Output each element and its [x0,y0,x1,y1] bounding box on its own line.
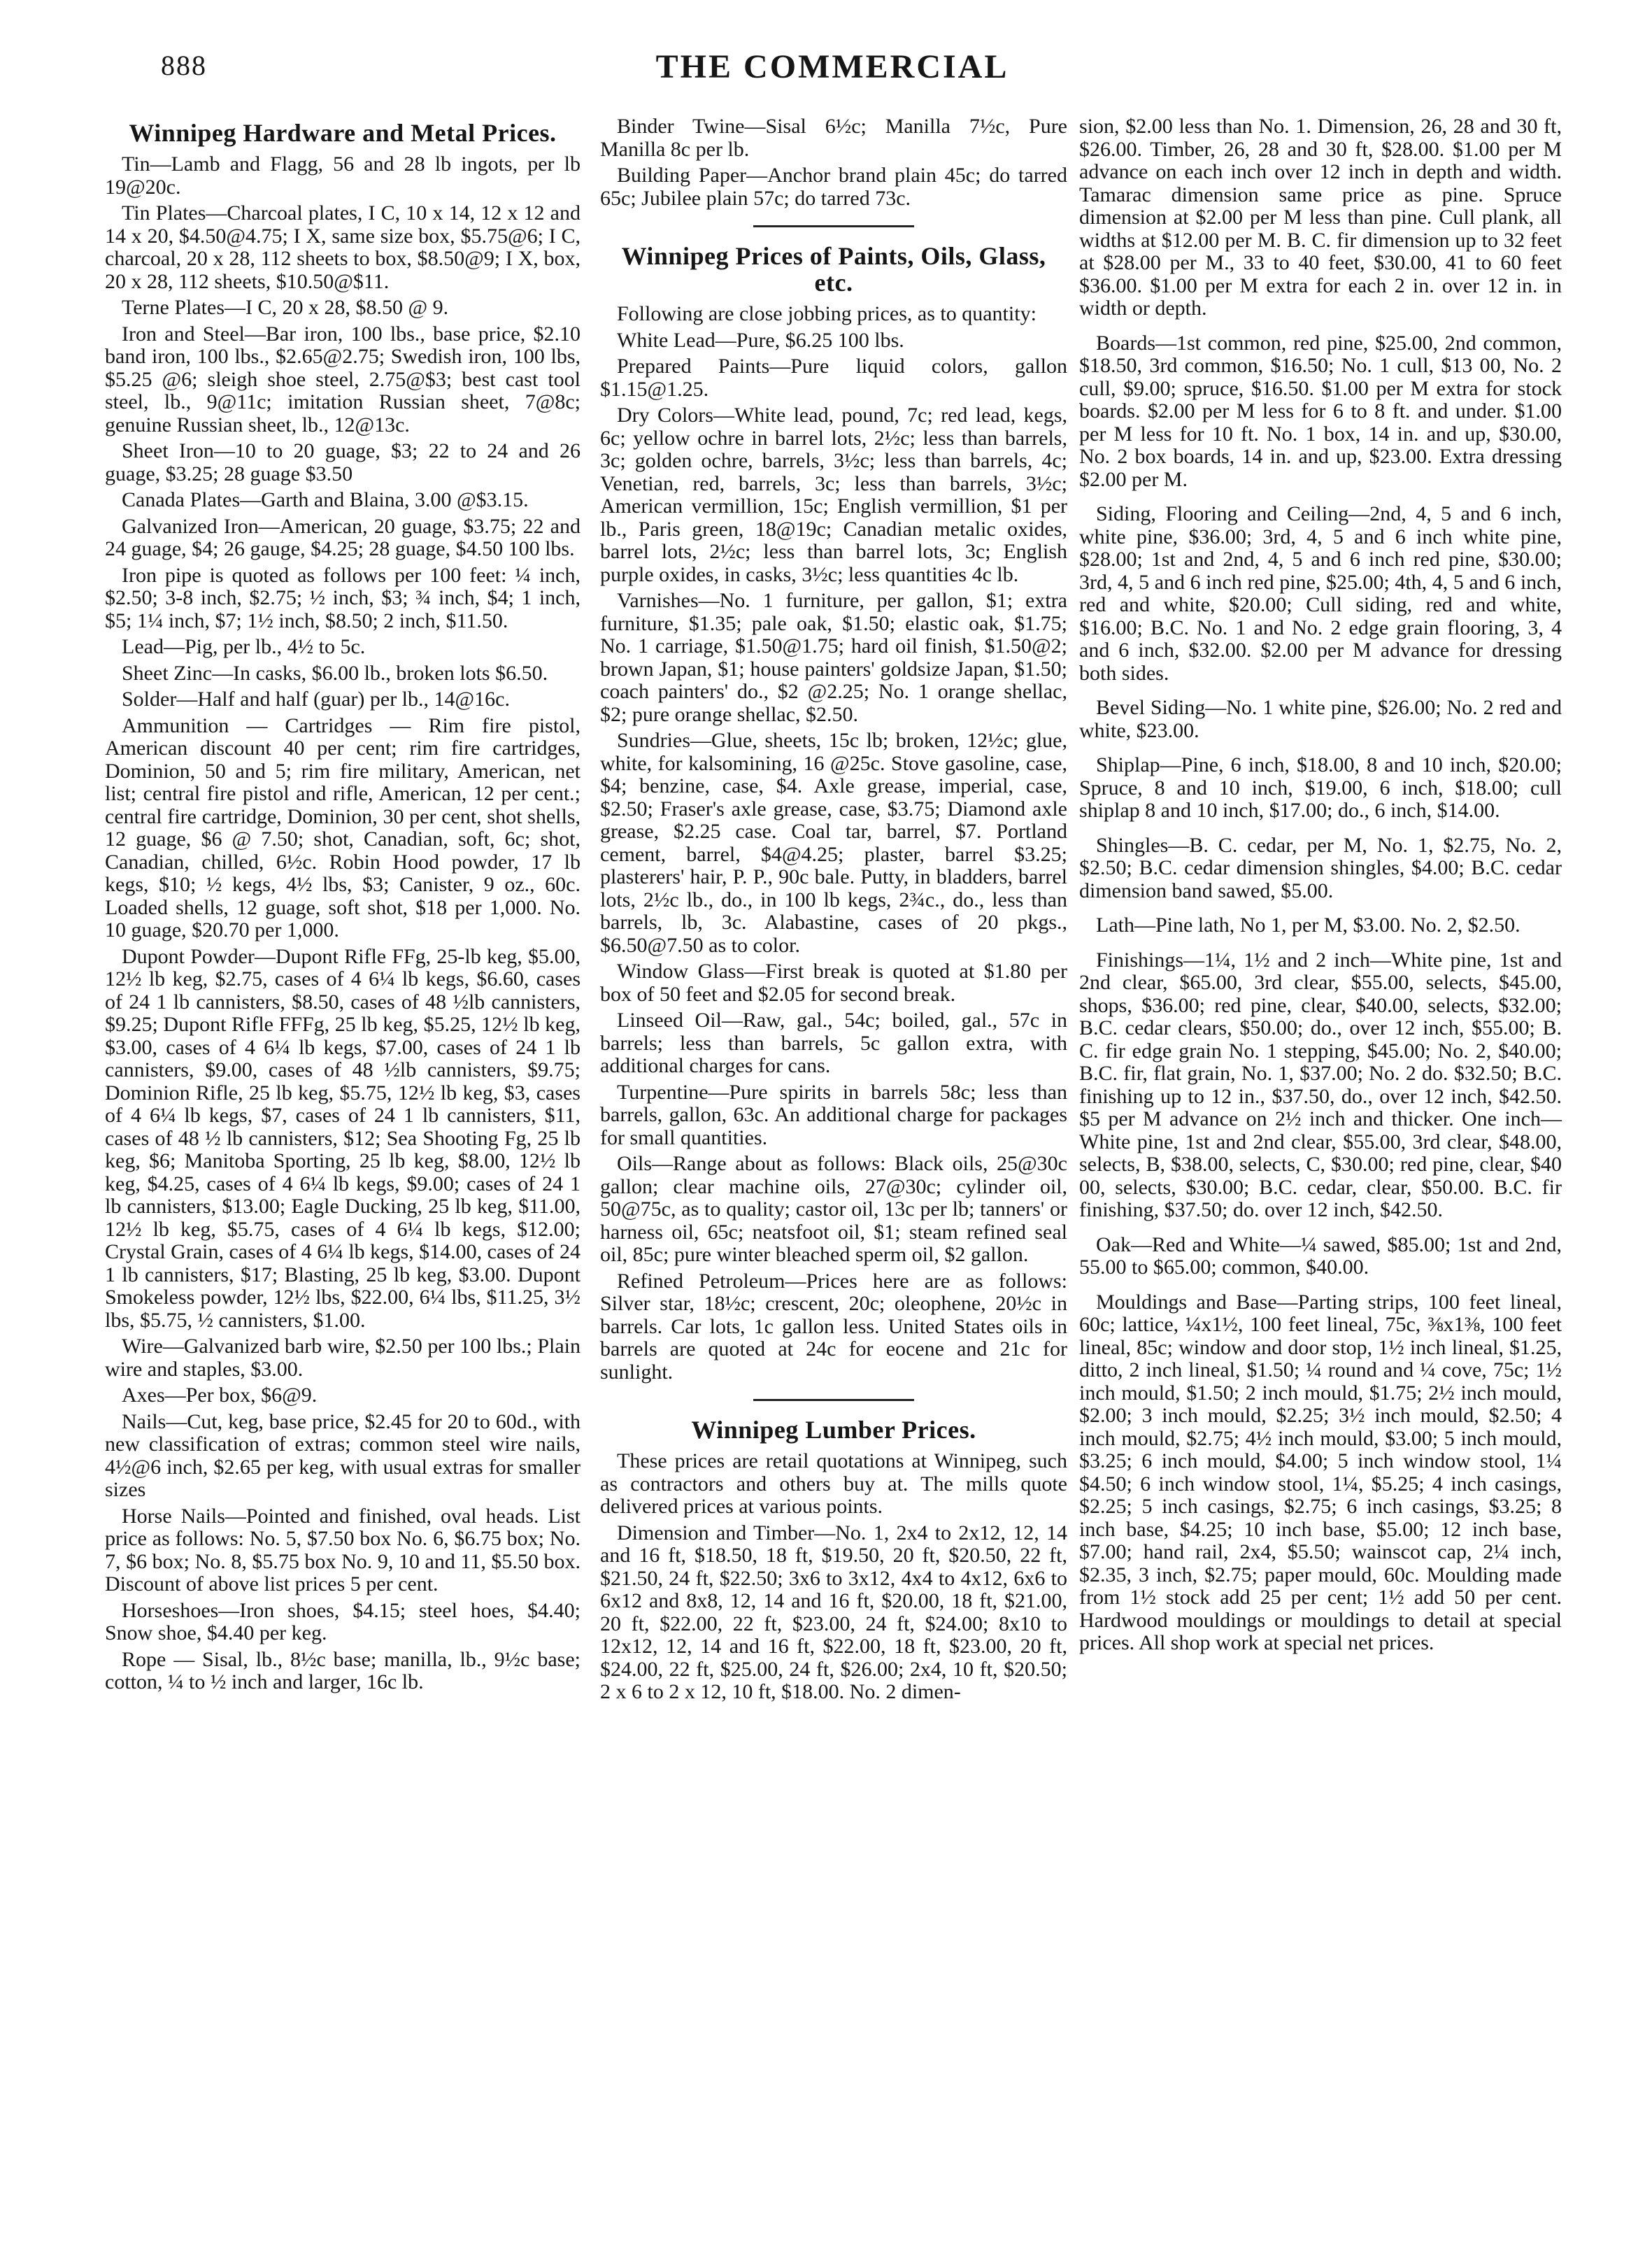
price-paragraph: Oils—Range about as follows: Black oils, 25@30c gallon; clear machine oils, 27@30c; cylinder oil, 50@75c, as to quality; castor oil, 13c per lb; tanners' or harness oil, 65c; neatsfoot oil, $1; steam refined seal oil, 85c; pure winter bleached sperm oil, $2 gallon. [600,1152,1067,1266]
price-paragraph: Linseed Oil—Raw, gal., 54c; boiled, gal., 57c in barrels; less than barrels, 5c gallon extra, with additional charges for cans. [600,1009,1067,1077]
price-paragraph: Terne Plates—I C, 20 x 28, $8.50 @ 9. [122,296,449,319]
price-paragraph: Galvanized Iron—American, 20 guage, $3.75; 22 and 24 guage, $4; 26 gauge, $4.25; 28 guage, $4.50 100 lbs. [105,514,581,560]
price-paragraph: Refined Petroleum—Prices here are as follows: Silver star, 18½c; crescent, 20c; oleophene, 20½c in barrels. Car lots, 1c gallon less. United States oils in barrels are quoted at 24c for eocene and 21c for sunlight. [600,1269,1067,1384]
price-paragraph: Following are close jobbing prices, as to quantity: [617,302,1037,325]
price-paragraph: Lead—Pig, per lb., 4½ to 5c. [122,635,366,658]
price-paragraph: Boards—1st common, red pine, $25.00, 2nd common, $18.50, 3rd common, $16.50; No. 1 cull, $13 00, No. 2 cull, $9.00; spruce, $16.50. $1.00 per M extra for stock boards. $2.00 per M less for 6 to 8 ft. and under. $1.00 per M less for 10 ft. No. 1 box, 14 in. and up, $30.00, No. 2 box boards, 14 in. and up, $23.00. Extra dressing $2.00 per M. [1079,331,1562,491]
price-paragraph: Bevel Siding—No. 1 white pine, $26.00; No. 2 red and white, $23.00. [1079,696,1562,742]
price-paragraph: Varnishes—No. 1 furniture, per gallon, $1; extra furniture, $1.35; pale oak, $1.50; elastic oak, $1.75; No. 1 carriage, $1.50@1.75; hard oil finish, $1.50@2; brown Japan, $1; house painters' goldsize Japan, $1.50; coach painters' do., $2 @2.25; No. 1 orange shellac, $2; pure orange shellac, $2.50. [600,589,1067,726]
price-paragraph: Nails—Cut, keg, base price, $2.45 for 20 to 60d., with new classification of extras; common steel wire nails, 4½@6 inch, $2.65 per keg, with usual extras for smaller sizes [105,1409,581,1501]
price-paragraph: Siding, Flooring and Ceiling—2nd, 4, 5 and 6 inch, white pine, $36.00; 3rd, 4, 5 and 6 inch white pine, $28.00; 1st and 2nd, 4, 5 and 6 inch red pine, $30.00; 3rd, 4, 5 and 6 inch red pine, $25.00; 4th, 4, 5 and 6 inch, red and white, $20.00; Cull siding, red and white, $16.00; B.C. No. 1 and No. 2 edge grain flooring, 3, 4 and 6 inch, $32.00. $2.00 per M advance for dressing both sides. [1079,502,1562,685]
paints-price-list [600,303,1067,1384]
price-paragraph: Shiplap—Pine, 6 inch, $18.00, 8 and 10 inch, $20.00; Spruce, 8 and 10 inch, $19.00, 6 inch, $18.00; cull shiplap 8 and 10 inch, $17.00; do., 6 inch, $14.00. [1079,753,1562,822]
price-paragraph: Axes—Per box, $6@9. [122,1384,318,1407]
column-hardware [105,115,581,1698]
price-paragraph: Tin—Lamb and Flagg, 56 and 28 lb ingots, per lb 19@20c. [105,152,581,199]
price-paragraph: Ammunition — Cartridges — Rim fire pistol, American discount 40 per cent; rim fire cartridges, Dominion, 50 and 5; rim fire military, American, net list; central fire pistol and rifle, American, 12 per cent.; central fire cartridge, Dominion, 30 per cent, shot shells, 12 guage, $6 @ 7.50; shot, Canadian, soft, 6c; shot, Canadian, chilled, 6½c. Robin Hood powder, 17 lb kegs, $10; ½ kegs, 4½ lbs, $3; Canister, 9 oz., 60c. Loaded shells, 12 guage, soft shot, $18 per 1,000. No. 10 guage, $20.70 per 1,000. [105,713,581,941]
price-paragraph: Sundries—Glue, sheets, 15c lb; broken, 12½c; glue, white, for kalsomining, 16 @25c. Stove gasoline, case, $4; benzine, case, $4. Axle grease, imperial, case, $2.50; Fraser's axle grease, case, $3.75; Diamond axle grease, $2.25 case. Coal tar, barrel, $7. Portland cement, barrel, $4@4.25; plaster, barrel $3.25; plasterers' hair, P. P., 90c bale. Putty, in bladders, barrel lots, 2½c lb., do., in 100 lb kegs, 2¾c., do., less than barrels, lb, 3c. Alabastine, cases of 20 pkgs., $6.50@7.50 as to color. [600,729,1067,957]
section-divider [753,1399,914,1401]
section-heading-paints: Winnipeg Prices of Paints, Oils, Glass, etc. [621,242,1046,297]
price-paragraph: Solder—Half and half (guar) per lb., 14@16c. [122,688,510,711]
price-paragraph: Sheet Zinc—In casks, $6.00 lb., broken lots $6.50. [122,661,548,685]
column-paints-lumber [600,115,1067,1707]
price-paragraph: Prepared Paints—Pure liquid colors, gallon $1.15@1.25. [600,355,1067,401]
page-number: 888 [161,50,207,81]
section-divider [753,225,914,227]
price-paragraph: Turpentine—Pure spirits in barrels 58c; less than barrels, gallon, 63c. An additional charge for packages for small quantities. [600,1080,1067,1149]
price-paragraph: Dupont Powder—Dupont Rifle FFg, 25-lb keg, $5.00, 12½ lb keg, $2.75, cases of 4 6¼ lb kegs, $6.60, cases of 24 1 lb cannisters, $8.50, cases of 48 ½lb cannisters, $9.25; Dupont Rifle FFFg, 25 lb keg, $5.25, 12½ lb keg, $3.00, cases of 4 6¼ lb kegs, $7.00, cases of 24 1 lb cannisters, $9.00, cases of 48 ½lb cannisters, $9.75; Dominion Rifle, 25 lb keg, $5.75, 12½ lb keg, $3, cases of 4 6¼ lb kegs, $7, cases of 24 1 lb cannisters, $11, cases of 48 ½ lb cannisters, $12; Sea Shooting Fg, 25 lb keg, $6; Manitoba Sporting, 25 lb keg, $8.00, 12½ lb keg, $4.25, cases of 4 6¼ lb kegs, $9.00; cases of 24 1 lb cannisters, $13.00; Eagle Ducking, 25 lb keg, $11.00, 12½ lb keg, $5.75, cases of 4 6¼ lb kegs, $12.00; Crystal Grain, cases of 4 6¼ lb kegs, $14.00, cases of 24 1 lb cannisters, $17; Blasting, 25 lb keg, $3.00. Dupont Smokeless powder, 12½ lbs, $22.00, 6¼ lbs, $11.25, 3½ lbs, $5.75, ½ cannisters, $1.00. [105,944,581,1332]
price-paragraph: Dimension and Timber—No. 1, 2x4 to 2x12, 12, 14 and 16 ft, $18.50, 18 ft, $19.50, 20 ft, $20.50, 22 ft, $21.50, 24 ft, $22.50; 3x6 to 3x12, 4x4 to 4x12, 6x6 to 6x12 and 8x8, 12, 14 and 16 ft, $20.00, 18 ft, $21.00, 20 ft, $22.00, 22 ft, $23.00, 24 ft, $24.00; 8x10 to 12x12, 12, 14 and 16 ft, $22.00, 18 ft, $23.00, 20 ft, $24.00, 22 ft, $25.00, 24 ft, $26.00; 2x4, 10 ft, $20.50; 2 x 6 to 2 x 12, 10 ft, $18.00. No. 2 dimen- [600,1521,1067,1703]
price-paragraph: Rope — Sisal, lb., 8½c base; manilla, lb., 9½c base; cotton, ¼ to ½ inch and larger, 16c lb. [105,1647,581,1693]
section-heading-hardware: Winnipeg Hardware and Metal Prices. [129,119,557,147]
price-paragraph: Window Glass—First break is quoted at $1.80 per box of 50 feet and $2.05 for second break. [600,960,1067,1006]
price-paragraph: Binder Twine—Sisal 6½c; Manilla 7½c, Pure Manilla 8c per lb. [600,115,1067,161]
price-paragraph: Horseshoes—Iron shoes, $4.15; steel hoes, $4.40; Snow shoe, $4.40 per keg. [105,1598,581,1644]
price-paragraph: Oak—Red and White—¼ sawed, $85.00; 1st and 2nd, 55.00 to $65.00; common, $40.00. [1079,1232,1562,1279]
price-paragraph: Iron pipe is quoted as follows per 100 feet: ¼ inch, $2.50; 3-8 inch, $2.75; ½ inch, $3; ¾ inch, $4; 1 inch, $5; 1¼ inch, $7; 1½ inch, $8.50; 2 inch, $11.50. [105,563,581,632]
price-paragraph: Dry Colors—White lead, pound, 7c; red lead, kegs, 6c; yellow ochre in barrel lots, 2½c; less than barrels, 3c; golden ochre, barrels, 3½c; less than barrels, 4c; Venetian, red, barrels, 3c; less than barrels, 3½c; American vermillion, 15c; English vermillion, $1 per lb., Paris green, 18@19c; Canadian metalic oxides, barrel lots, 2½c; less than barrel lots, 3c; English purple oxides, in casks, 3½c; less quantities 4c lb. [600,404,1067,586]
lumber-price-list [600,1450,1067,1704]
publication-title: THE COMMERCIAL [655,48,1009,85]
price-paragraph: Horse Nails—Pointed and finished, oval heads. List price as follows: No. 5, $7.50 box No. 6, $6.75 box; No. 7, $6 box; No. 8, $5.75 box No. 9, 10 and 11, $5.50 box. Discount of above list prices 5 per cent. [105,1504,581,1596]
price-paragraph: Shingles—B. C. cedar, per M, No. 1, $2.75, No. 2, $2.50; B.C. cedar dimension shingles, $4.00; B.C. cedar dimension band sawed, $5.00. [1079,833,1562,902]
section-heading-lumber: Winnipeg Lumber Prices. [691,1416,976,1444]
price-paragraph: Building Paper—Anchor brand plain 45c; do tarred 65c; Jubilee plain 57c; do tarred 73c. [600,164,1067,210]
price-paragraph: White Lead—Pure, $6.25 100 lbs. [617,328,904,352]
price-paragraph: Lath—Pine lath, No 1, per M, $3.00. No. 2, $2.50. [1096,914,1521,937]
price-paragraph: Wire—Galvanized barb wire, $2.50 per 100 lbs.; Plain wire and staples, $3.00. [105,1335,581,1381]
price-paragraph: sion, $2.00 less than No. 1. Dimension, 26, 28 and 30 ft, $26.00. Timber, 26, 28 and 30 ft, $28.00. $1.00 per M advance on each inch over 12 inch in depth and width. Tamarac dimension same price as pine. Spruce dimension at $2.00 per M less than pine. Cull plank, all widths at $12.00 per M. B. C. fir dimension up to 32 feet at $28.00 per M., 33 to 40 feet, $30.00, 41 to 60 feet $36.00. $1.00 per M extra for each 2 in. over 12 in. in width or depth. [1079,115,1562,320]
price-paragraph: Iron and Steel—Bar iron, 100 lbs., base price, $2.10 band iron, 100 lbs., $2.65@2.75; Swedish iron, 100 lbs, $5.25 @6; sleigh shoe steel, 2.75@$3; best cast tool steel, lb., 9@11c; imitation Russian sheet, 7@8c; genuine Russian sheet, lb., 12@13c. [105,322,581,436]
page-header [105,43,1560,99]
column-lumber-continued [1079,115,1562,1658]
price-paragraph: Canada Plates—Garth and Blaina, 3.00 @$3.15. [122,488,529,511]
price-paragraph: Finishings—1¼, 1½ and 2 inch—White pine, 1st and 2nd clear, $65.00, 3rd clear, $55.00, selects, $45.00, shops, $36.00; red pine, clear, $40.00, selects, $32.00; B.C. cedar clears, $50.00; do., over 12 inch, $55.00; B. C. fir edge grain No. 1 stepping, $45.00; No. 2, $40.00; B.C. fir, flat grain, No. 1, $37.00; No. 2 do. $32.50; B.C. finishing up to 12 in., $37.50, do., over 12 inch, $42.50. $5 per M advance on 2½ inch and thicker. One inch—White pine, 1st and 2nd clear, $55.00, 3rd clear, $48.00, selects, B, $38.00, selects, C, $30.00; red pine, clear, $40 00, selects, $30.00; B.C. cedar, clear, $50.00. B.C. fir finishing, $37.50; do. over 12 inch, $42.50. [1079,948,1562,1221]
price-paragraph: These prices are retail quotations at Winnipeg, such as contractors and others buy at. The mills quote delivered prices at various points. [600,1449,1067,1518]
price-paragraph: Tin Plates—Charcoal plates, I C, 10 x 14, 12 x 12 and 14 x 20, $4.50@4.75; I X, same size box, $5.75@6; I C, charcoal, 20 x 28, 112 sheets to box, $8.50@9; I X, box, 20 x 28, 112 sheets, $10.50@$11. [105,201,581,293]
price-paragraph: Mouldings and Base—Parting strips, 100 feet lineal, 60c; lattice, ¼x1½, 100 feet lineal, 75c, ⅜x1⅜, 100 feet lineal, 85c; window and door stop, 1½ inch lineal, $1.25, ditto, 2 inch lineal, $1.50; ¼ round and ¼ cove, 75c; 1½ inch mould, $1.50; 2 inch mould, $1.75; 2½ inch mould, $2.00; 3 inch mould, $2.25; 3½ inch mould, $2.50; 4 inch mould, $2.75; 4½ inch mould, $3.00; 5 inch mould, $3.25; 6 inch mould, $4.00; 5 inch window stool, 1¼ $4.50; 6 inch window stool, 1¼, $5.25; 4 inch casings, $2.25; 5 inch casings, $2.75; 6 inch casings, $3.25; 8 inch base, $4.25; 10 inch base, $5.00; 12 inch base, $7.00; hand rail, 2x4, $5.50; wainscot cap, 2¼ inch, $2.35, 3 inch, $2.75; paper mould, 60c. Moulding made from 1½ stock add 25 per cent; 1½ add 50 per cent. Hardwood mouldings or mouldings to detail at special prices. All shop work at special net prices. [1079,1290,1562,1654]
price-paragraph: Sheet Iron—10 to 20 guage, $3; 22 to 24 and 26 guage, $3.25; 28 guage $3.50 [105,439,581,485]
hardware-price-list [105,153,581,1694]
